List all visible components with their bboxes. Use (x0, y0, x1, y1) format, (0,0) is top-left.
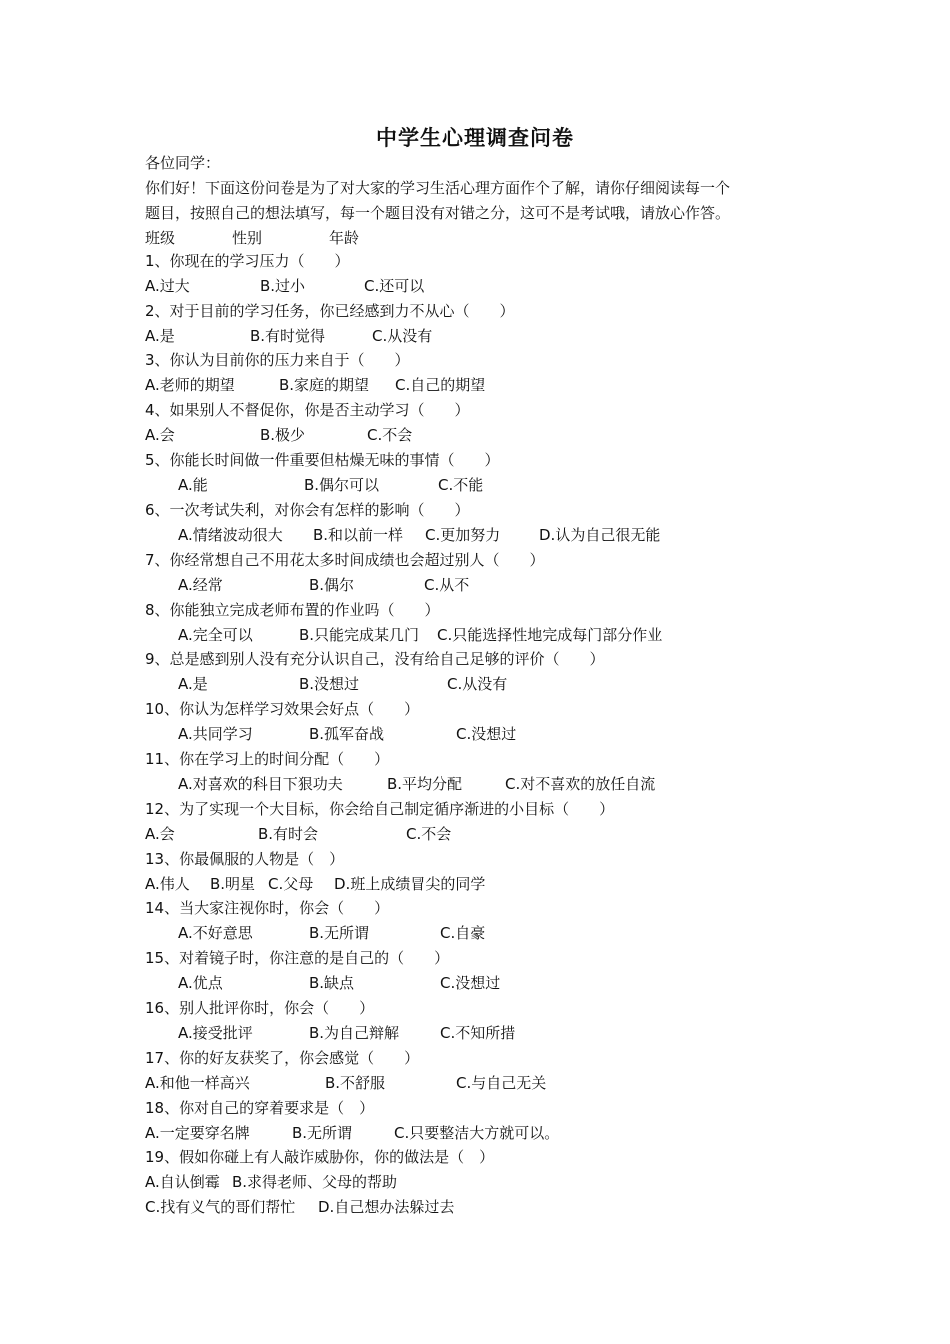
option: B.没想过 (299, 675, 360, 693)
question-text: 17、你的好友获奖了，你会感觉（ ） (145, 1049, 420, 1067)
intro-line-1: 你们好！下面这份问卷是为了对大家的学习生活心理方面作个了解，请你仔细阅读每一个 (145, 179, 731, 197)
question-text: 1、你现在的学习压力（ ） (145, 252, 350, 270)
option: C.更加努力 (425, 526, 501, 544)
question-text: 5、你能长时间做一件重要但枯燥无味的事情（ ） (145, 451, 500, 469)
question-text: 16、别人批评你时，你会（ ） (145, 999, 375, 1017)
intro-line-2: 题目，按照自己的想法填写，每一个题目没有对错之分，这可不是考试哦，请放心作答。 (145, 204, 731, 222)
question-text: 14、当大家注视你时，你会（ ） (145, 899, 390, 917)
option: D.班上成绩冒尖的同学 (334, 875, 486, 893)
question-options (178, 923, 485, 943)
question-text: 19、假如你碰上有人敲诈威胁你，你的做法是（ ） (145, 1148, 495, 1166)
option: A.能 (178, 476, 208, 494)
option: A.情绪波动很大 (178, 526, 283, 544)
option: A.过大 (145, 277, 190, 295)
option: B.偶尔 (309, 576, 355, 594)
option: A.共同学习 (178, 725, 253, 743)
option: A.自认倒霉 (145, 1173, 220, 1191)
option: C.自豪 (440, 924, 486, 942)
question-text: 15、对着镜子时，你注意的是自己的（ ） (145, 949, 450, 967)
option: B.无所谓 (309, 924, 370, 942)
info-fields-row (145, 228, 359, 248)
option: A.接受批评 (178, 1024, 253, 1042)
option: A.一定要穿名牌 (145, 1124, 250, 1142)
option: B.有时会 (258, 825, 319, 843)
question-options (178, 525, 660, 545)
option: C.父母 (268, 875, 314, 893)
question-text: 18、你对自己的穿着要求是（ ） (145, 1099, 375, 1117)
option: A.不好意思 (178, 924, 253, 942)
question-options (178, 625, 662, 645)
option: C.与自己无关 (456, 1074, 547, 1092)
question-text: 4、如果别人不督促你，你是否主动学习（ ） (145, 401, 470, 419)
option: A.优点 (178, 974, 223, 992)
question-options (145, 326, 432, 346)
question-text: 12、为了实现一个大目标，你会给自己制定循序渐进的小目标（ ） (145, 800, 615, 818)
option: A.和他一样高兴 (145, 1074, 250, 1092)
option: B.偶尔可以 (304, 476, 380, 494)
question-options (145, 1172, 397, 1192)
question-text: 9、总是感到别人没有充分认识自己，没有给自己足够的评价（ ） (145, 650, 605, 668)
question-options (178, 674, 507, 694)
option: D.认为自己很无能 (539, 526, 661, 544)
option: C.没想过 (456, 725, 517, 743)
question-options (145, 425, 412, 445)
option: B.不舒服 (325, 1074, 386, 1092)
option: C.不会 (406, 825, 452, 843)
option: A.是 (145, 327, 175, 345)
question-text: 11、你在学习上的时间分配（ ） (145, 750, 390, 768)
option: C.从没有 (447, 675, 508, 693)
question-text: 13、你最佩服的人物是（ ） (145, 850, 345, 868)
question-options (145, 1123, 559, 1143)
option: C.不会 (367, 426, 413, 444)
question-options (145, 1197, 454, 1217)
option: A.经常 (178, 576, 223, 594)
option: D.自己想办法躲过去 (318, 1198, 455, 1216)
option: C.只能选择性地完成每门部分作业 (437, 626, 663, 644)
option: A.伟人 (145, 875, 190, 893)
option: C.只要整洁大方就可以。 (394, 1124, 560, 1142)
question-text: 8、你能独立完成老师布置的作业吗（ ） (145, 601, 440, 619)
question-options (145, 874, 485, 894)
option: B.平均分配 (387, 775, 463, 793)
option: A.对喜欢的科目下狠功夫 (178, 775, 343, 793)
info-field-gender: 性别 (232, 229, 263, 247)
option: B.只能完成某几门 (299, 626, 420, 644)
option: C.没想过 (440, 974, 501, 992)
option: C.对不喜欢的放任自流 (505, 775, 656, 793)
option: B.为自己辩解 (309, 1024, 400, 1042)
page-title: 中学生心理调查问卷 (376, 126, 574, 150)
question-options (178, 1023, 515, 1043)
question-options (145, 375, 485, 395)
option: B.和以前一样 (313, 526, 404, 544)
question-options (145, 1073, 546, 1093)
option: C.找有义气的哥们帮忙 (145, 1198, 296, 1216)
question-text: 2、对于目前的学习任务，你已经感到力不从心（ ） (145, 302, 515, 320)
option: B.孤军奋战 (309, 725, 385, 743)
option: B.极少 (260, 426, 306, 444)
question-options (178, 475, 483, 495)
option: A.会 (145, 825, 175, 843)
option: C.自己的期望 (395, 376, 486, 394)
question-text: 7、你经常想自己不用花太多时间成绩也会超过别人（ ） (145, 551, 545, 569)
option: B.家庭的期望 (279, 376, 370, 394)
info-field-age: 年龄 (329, 229, 360, 247)
info-field-class: 班级 (145, 229, 176, 247)
option: A.是 (178, 675, 208, 693)
question-options (178, 724, 516, 744)
question-text: 3、你认为目前你的压力来自于（ ） (145, 351, 410, 369)
option: C.从没有 (372, 327, 433, 345)
option: B.缺点 (309, 974, 355, 992)
question-options (178, 774, 655, 794)
option: B.有时觉得 (250, 327, 326, 345)
option: B.求得老师、父母的帮助 (232, 1173, 398, 1191)
option: B.无所谓 (292, 1124, 353, 1142)
greeting: 各位同学： (145, 154, 221, 172)
question-text: 10、你认为怎样学习效果会好点（ ） (145, 700, 420, 718)
option: B.过小 (260, 277, 306, 295)
option: C.不知所措 (440, 1024, 516, 1042)
option: A.会 (145, 426, 175, 444)
option: C.从不 (424, 576, 470, 594)
option: C.还可以 (364, 277, 425, 295)
option: C.不能 (438, 476, 484, 494)
option: A.老师的期望 (145, 376, 235, 394)
question-text: 6、一次考试失利，对你会有怎样的影响（ ） (145, 501, 470, 519)
question-options (178, 973, 500, 993)
question-options (145, 824, 451, 844)
question-options (145, 276, 424, 296)
option: B.明星 (210, 875, 256, 893)
question-options (178, 575, 469, 595)
option: A.完全可以 (178, 626, 253, 644)
